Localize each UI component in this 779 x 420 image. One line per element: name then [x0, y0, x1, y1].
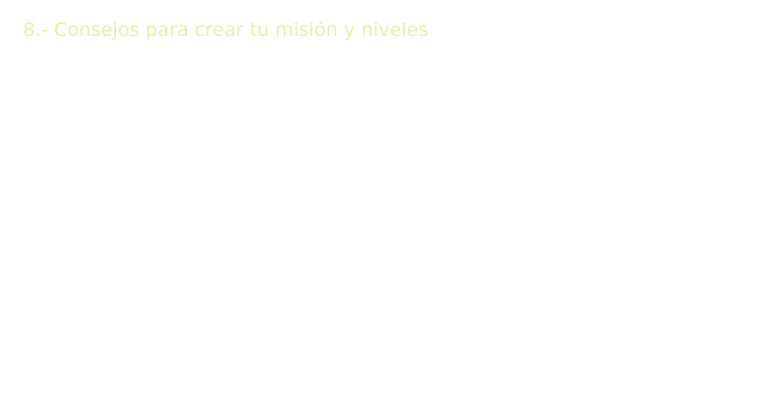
page-title: 8.- Consejos para crear tu misión y niveles: [23, 19, 429, 41]
